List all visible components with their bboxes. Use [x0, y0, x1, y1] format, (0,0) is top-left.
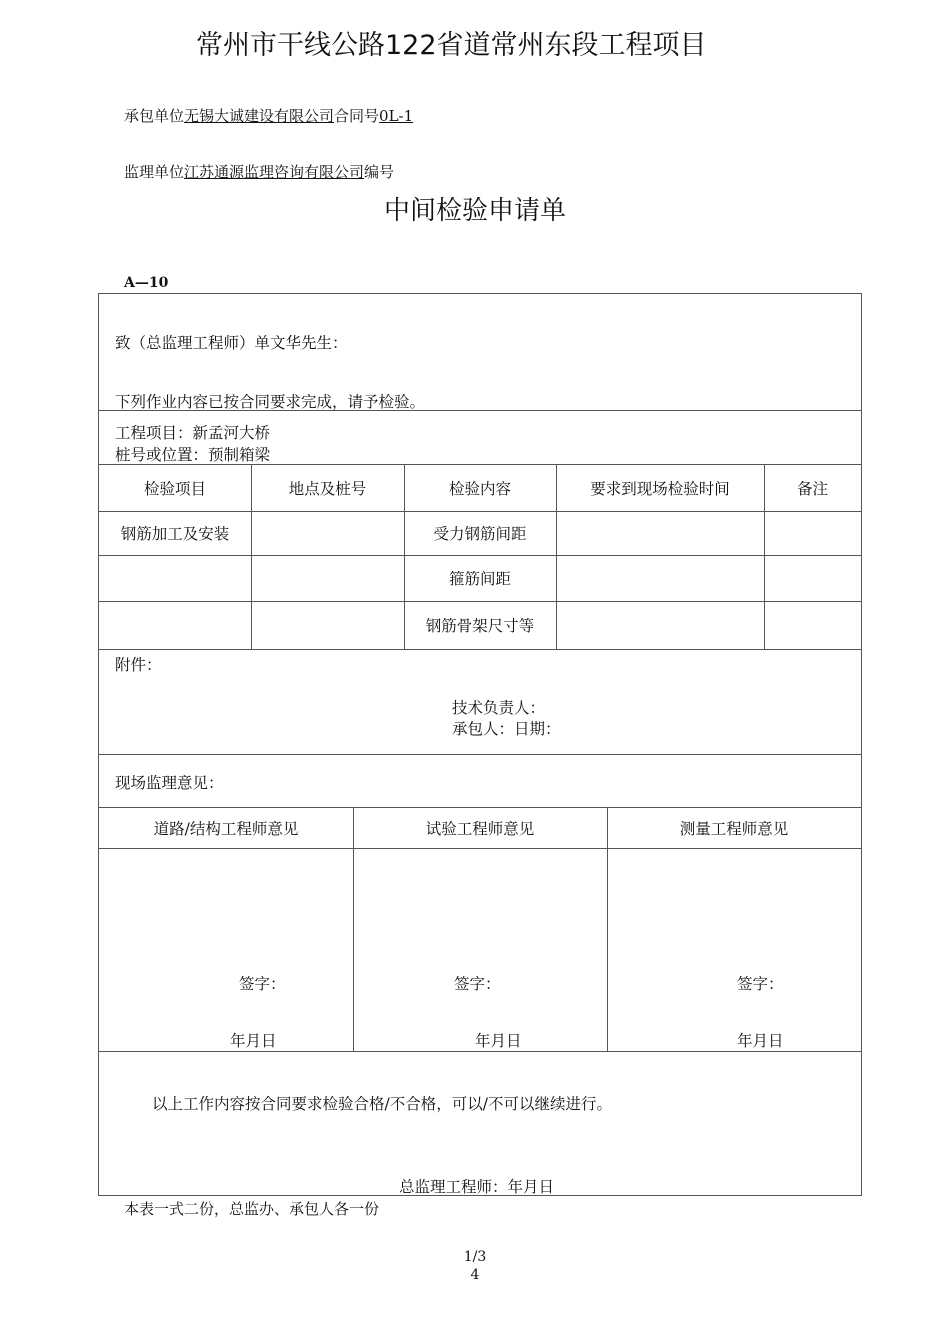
page-number-line: 4 [470, 1267, 480, 1283]
contractor-date-label: 承包人：日期： [452, 720, 561, 738]
divider [99, 649, 861, 650]
date-label: 年月日 [230, 1032, 277, 1050]
project-item: 工程项目：新孟河大桥 [115, 424, 271, 442]
divider [99, 848, 861, 849]
form-title: 中间检验申请单 [383, 196, 566, 226]
contract-no-label: 合同号 [334, 107, 380, 125]
station-location: 桩号或位置：预制箱梁 [115, 446, 271, 464]
opinion-header: 试验工程师意见 [425, 820, 535, 838]
divider [353, 807, 354, 1051]
table-header: 检验内容 [448, 480, 511, 498]
inspection-form [98, 293, 862, 1196]
table-header: 要求到现场检验时间 [590, 480, 730, 498]
tech-lead-label: 技术负责人： [452, 699, 546, 717]
date-label: 年月日 [475, 1032, 522, 1050]
salutation: 致（总监理工程师）单文华先生： [115, 334, 348, 352]
supervisor-line [124, 162, 394, 182]
divider [99, 754, 861, 755]
contract-no: 0L-1 [379, 107, 414, 125]
contractor-line [124, 106, 413, 126]
table-cell: 箍筋间距 [448, 570, 511, 588]
divider [99, 511, 861, 512]
table-cell: 钢筋加工及安装 [120, 525, 230, 543]
page-number-line: 1/3 [463, 1249, 487, 1265]
sign-label: 签字： [737, 975, 784, 993]
chief-signature-line: 总监理工程师：年月日 [399, 1178, 555, 1196]
divider [607, 807, 608, 1051]
footer-note: 本表一式二份，总监办、承包人各一份 [124, 1200, 380, 1218]
supervisor-label: 监理单位 [124, 163, 185, 181]
table-header: 地点及桩号 [288, 480, 367, 498]
divider [99, 601, 861, 602]
sign-label: 签字： [454, 975, 501, 993]
contractor-name: 无锡大诚建设有限公司 [184, 107, 335, 125]
contractor-label: 承包单位 [124, 107, 185, 125]
divider [99, 807, 861, 808]
conclusion-text: 以上工作内容按合同要求检验合格/不合格，可以/不可以继续进行。 [152, 1095, 612, 1113]
opinion-header: 道路/结构工程师意见 [153, 820, 299, 838]
sign-label: 签字： [239, 975, 286, 993]
site-opinion-label: 现场监理意见： [115, 774, 224, 792]
table-cell: 钢筋骨架尺寸等 [425, 617, 535, 635]
attachment-label: 附件： [115, 656, 162, 674]
opinion-header: 测量工程师意见 [679, 820, 789, 838]
form-code: A—10 [124, 275, 169, 291]
serial-label: 编号 [364, 163, 395, 181]
table-header: 备注 [796, 480, 828, 498]
request-text: 下列作业内容已按合同要求完成，请予检验。 [115, 393, 426, 411]
date-label: 年月日 [737, 1032, 784, 1050]
page-number [0, 1248, 950, 1284]
supervisor-name: 江苏通源监理咨询有限公司 [184, 163, 365, 181]
table-cell: 受力钢筋间距 [433, 525, 527, 543]
project-title: 常州市干线公路122省道常州东段工程项目 [196, 30, 707, 61]
divider [99, 555, 861, 556]
table-header: 检验项目 [143, 480, 206, 498]
